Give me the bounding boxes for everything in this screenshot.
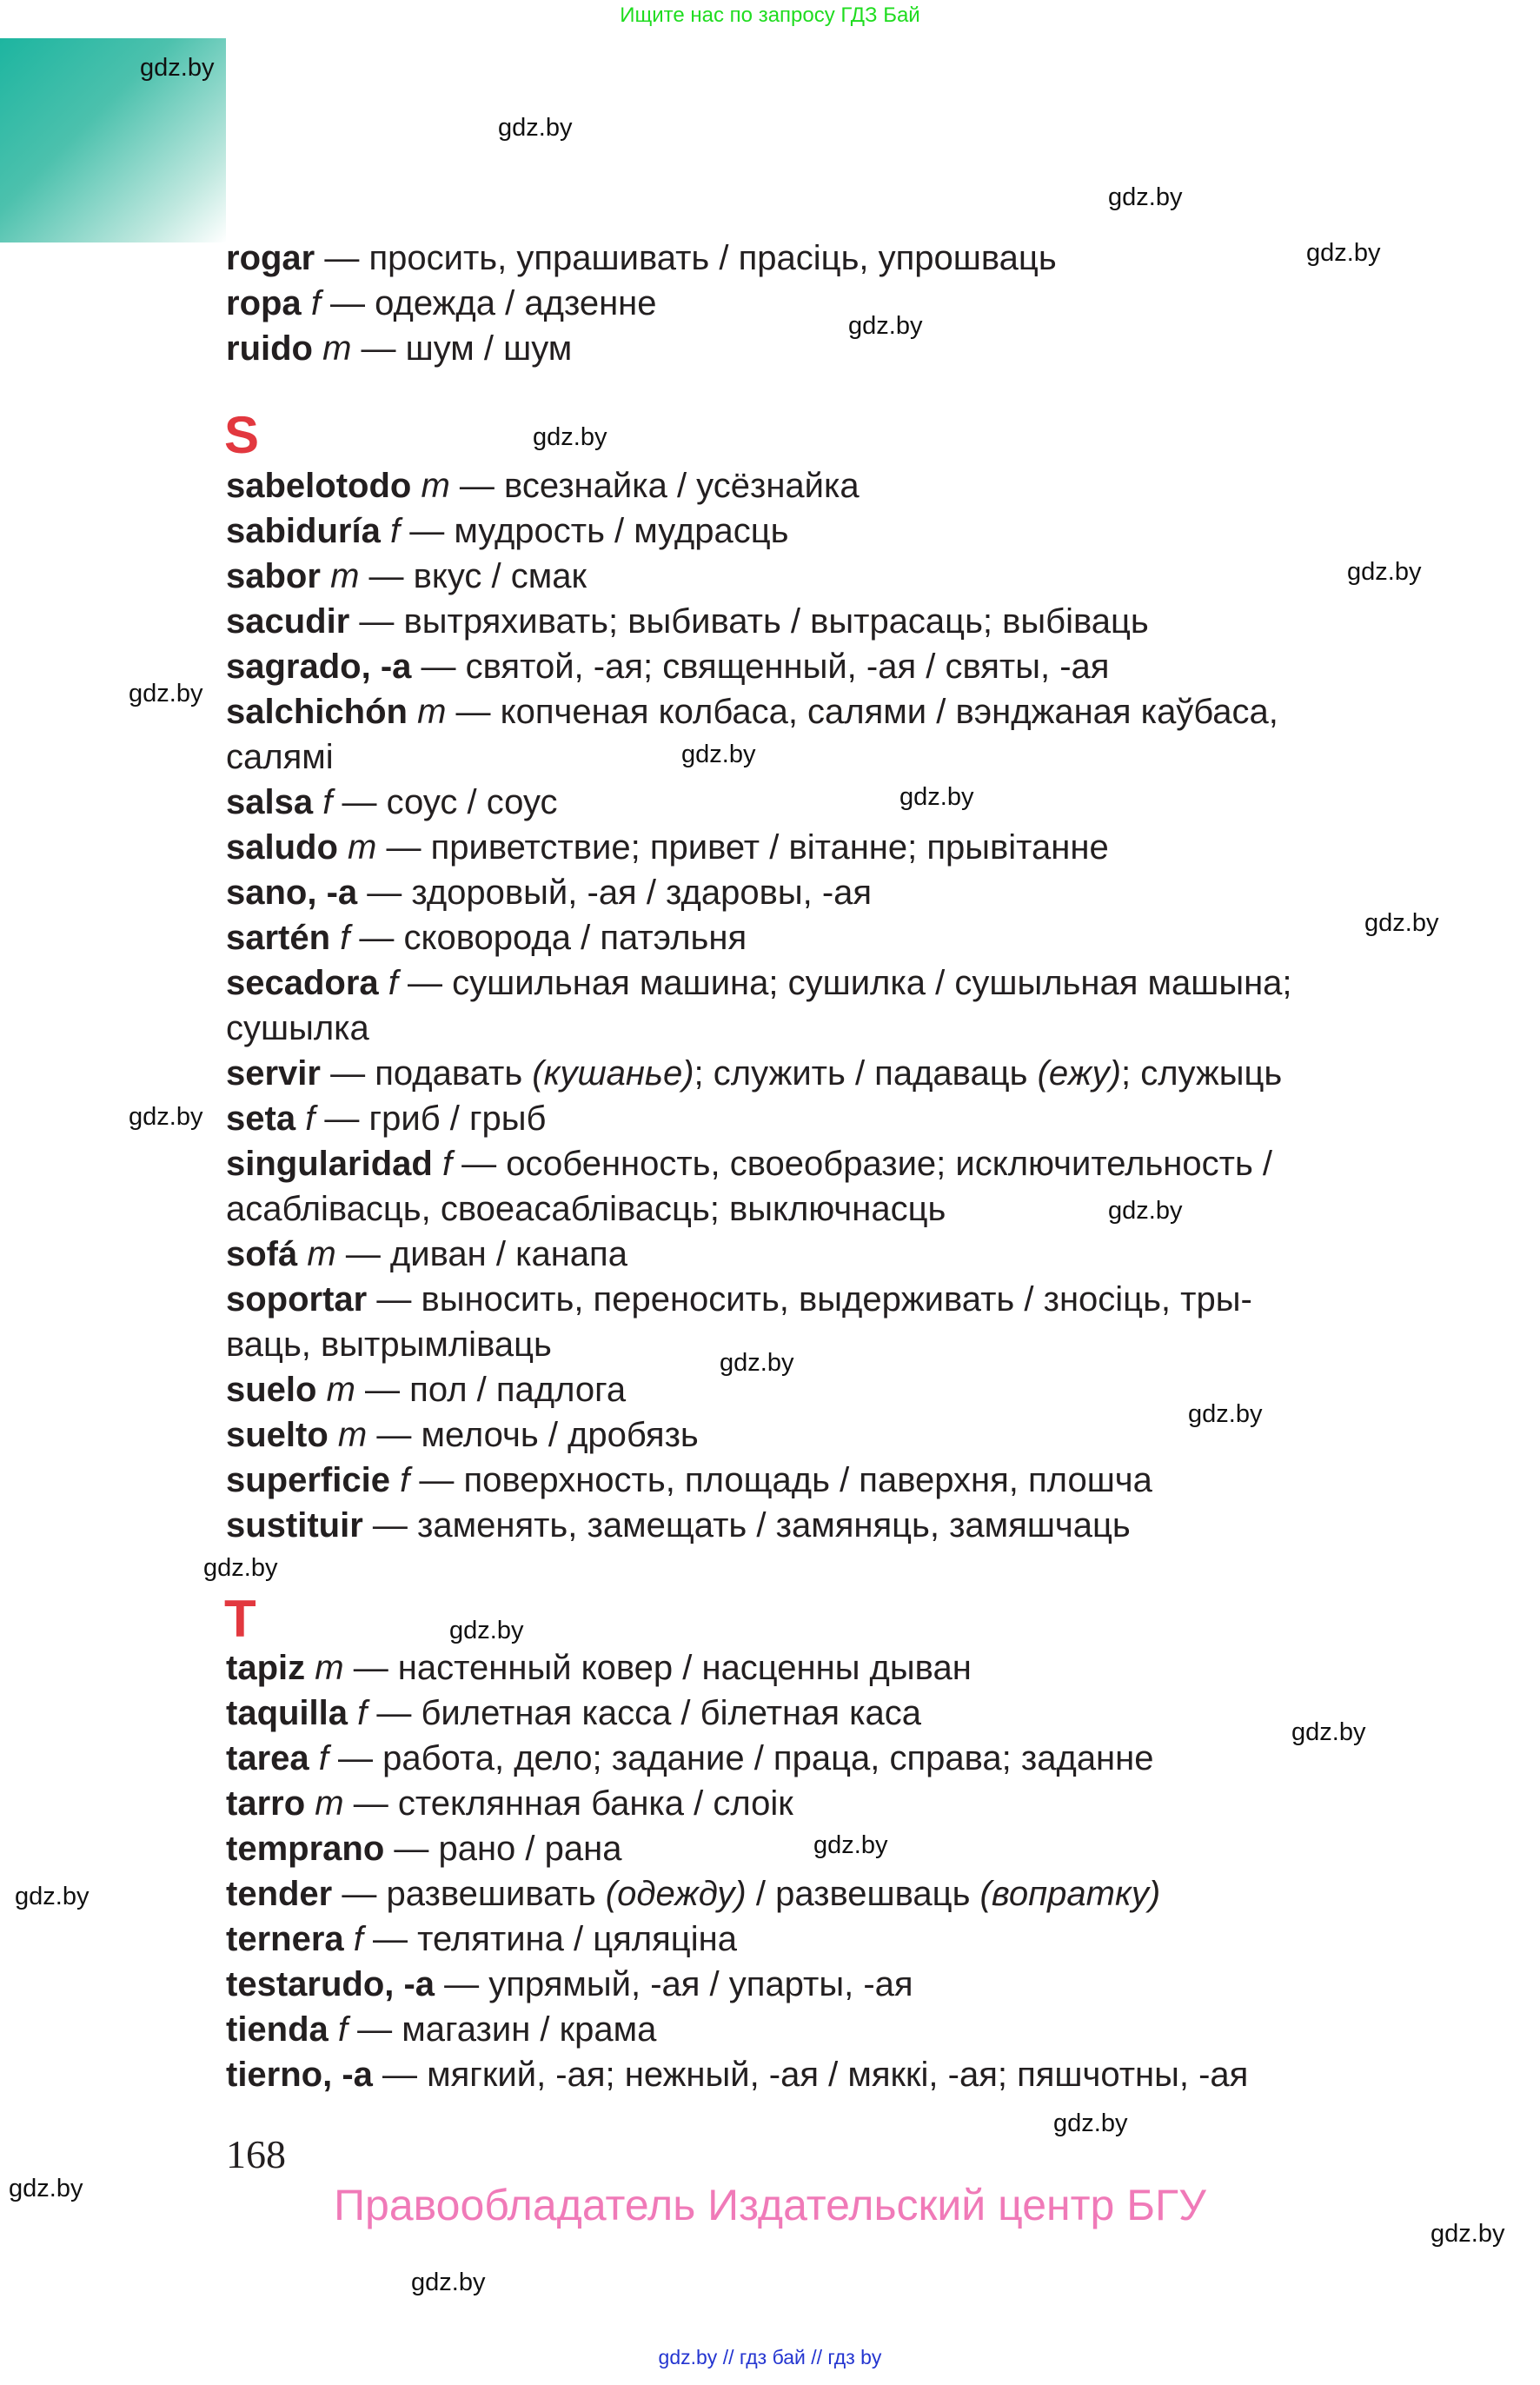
entry-headword: sabelotodo [226, 467, 412, 505]
entry-headword: tarea [226, 1739, 309, 1777]
entry-translation: — всезнайка / усёзнайка [449, 467, 860, 505]
entry-headword: sofá [226, 1235, 298, 1273]
entry-translation: — телятина / цяляціна [362, 1920, 737, 1958]
dictionary-entry [226, 1917, 1382, 1962]
entry-translation: — особенность, своеобразие; исключительность / [452, 1145, 1273, 1183]
entry-translation: — шум / шум [351, 329, 573, 368]
watermark-text: gdz.by [1291, 1718, 1366, 1746]
watermark-text: gdz.by [720, 1349, 794, 1377]
entry-translation: — святой, -ая; священный, -ая / святы, -ая [411, 648, 1110, 686]
entry-headword: sacudir [226, 602, 350, 641]
dictionary-entry [226, 1962, 1382, 2007]
entry-gender: f [337, 2010, 348, 2049]
entry-translation: — поверхность, площадь / паверхня, плошча [409, 1461, 1152, 1499]
dictionary-entry [226, 1736, 1382, 1781]
entry-gender: m [421, 467, 450, 505]
entry-translation-continued: сушылка [226, 1009, 369, 1047]
entry-headword: sustituir [226, 1506, 363, 1545]
entry-usage-note: (одежду) [605, 1875, 747, 1913]
entry-gender: f [357, 1694, 368, 1732]
entry-headword: sagrado, -a [226, 648, 412, 686]
entry-headword: servir [226, 1054, 321, 1093]
entry-translation: — развешивать [332, 1875, 606, 1913]
dictionary-entry [226, 326, 1382, 371]
entry-headword: sartén [226, 919, 331, 957]
entry-translation: — соус / соус [332, 783, 558, 821]
entry-translation: — вытряхивать; выбивать / вытрасаць; выбіваць [349, 602, 1149, 641]
entry-usage-note: (вопратку) [979, 1875, 1161, 1913]
entry-headword: testarudo, -a [226, 1965, 435, 2003]
entry-headword: superficie [226, 1461, 390, 1499]
entry-gender: m [417, 693, 447, 731]
entry-translation: — гриб / грыб [315, 1099, 547, 1138]
entry-translation: ; служить / падаваць [694, 1054, 1038, 1093]
watermark-text: gdz.by [1430, 2220, 1505, 2248]
dictionary-entry [226, 870, 1382, 915]
entry-gender: f [353, 1920, 363, 1958]
entry-translation: — мелочь / дробязь [367, 1416, 699, 1454]
entry-headword: secadora [226, 964, 379, 1002]
entry-headword: temprano [226, 1830, 385, 1868]
watermark-text: gdz.by [203, 1554, 278, 1582]
entry-headword: sabiduría [226, 512, 381, 550]
section-letter-t: T [224, 1590, 256, 1648]
watermark-text: gdz.by [1347, 558, 1422, 586]
entry-translation-continued: ваць, вытрымліваць [226, 1325, 552, 1364]
entry-headword: tapiz [226, 1649, 306, 1687]
entry-gender: f [389, 512, 401, 550]
entry-headword: ternera [226, 1920, 344, 1958]
search-hint-banner: Ищите нас по запросу ГДЗ Бай [620, 3, 920, 27]
entry-headword: singularidad [226, 1145, 433, 1183]
entry-gender: m [326, 1371, 355, 1409]
watermark-text: gdz.by [813, 1831, 888, 1859]
entry-usage-note: (кушанье) [532, 1054, 694, 1093]
dictionary-entry [226, 281, 1382, 326]
entry-headword: ruido [226, 329, 313, 368]
dictionary-entry [226, 1096, 1382, 1141]
entry-translation: — мудрость / мудрасць [400, 512, 789, 550]
dictionary-entry [226, 1051, 1382, 1096]
entry-translation: — вкус / смак [359, 557, 587, 595]
entry-headword: tienda [226, 2010, 329, 2049]
watermark-text: gdz.by [411, 2269, 486, 2296]
entry-translation: — копченая колбаса, салями / вэнджаная каўбаса, [446, 693, 1278, 731]
entry-gender: f [388, 964, 398, 1002]
dictionary-entry [226, 780, 1382, 825]
watermark-text: gdz.by [9, 2175, 83, 2202]
entry-translation: — стеклянная банка / слоік [343, 1784, 793, 1823]
section-r-entries [226, 236, 1382, 371]
entry-translation: — здоровый, -ая / здаровы, -ая [357, 874, 873, 912]
entry-translation: — настенный ковер / насценны дыван [343, 1649, 972, 1687]
entry-usage-note: (ежу) [1037, 1054, 1121, 1093]
entry-translation: — приветствие; привет / вітанне; прывітанне [376, 828, 1109, 867]
dictionary-entry [226, 236, 1382, 281]
dictionary-entry [226, 960, 1382, 1051]
entry-gender: m [322, 329, 352, 368]
entry-gender: m [307, 1235, 336, 1273]
watermark-text: gdz.by [1108, 1197, 1183, 1225]
dictionary-entry [226, 1232, 1382, 1277]
entry-gender: f [441, 1145, 453, 1183]
entry-headword: sano, -a [226, 874, 358, 912]
watermark-text: gdz.by [1306, 239, 1381, 267]
entry-translation: — одежда / адзенне [320, 284, 657, 322]
entry-translation: — упрямый, -ая / упарты, -ая [435, 1965, 913, 2003]
watermark-text: gdz.by [449, 1617, 524, 1644]
dictionary-entry [226, 1141, 1382, 1232]
entry-translation: — рано / рана [384, 1830, 622, 1868]
entry-translation: — сковорода / патэльня [349, 919, 747, 957]
watermark-text: gdz.by [681, 741, 756, 768]
entry-translation: ; служыць [1120, 1054, 1283, 1093]
watermark-text: gdz.by [129, 1103, 203, 1131]
entry-gender: m [337, 1416, 368, 1454]
entry-gender: f [318, 1739, 329, 1777]
dictionary-entry [226, 1645, 1382, 1691]
entry-headword: taquilla [226, 1694, 348, 1732]
dictionary-entry [226, 1458, 1382, 1503]
entry-translation: — мягкий, -ая; нежный, -ая / мяккі, -ая; пяшчотны, -ая [372, 2056, 1249, 2094]
entry-translation: — билетная касса / білетная каса [367, 1694, 922, 1732]
section-letter-s: S [224, 406, 260, 464]
entry-gender: m [315, 1784, 344, 1823]
entry-translation: — диван / канапа [335, 1235, 627, 1273]
entry-translation-continued: асаблівасць, своеасаблівасць; выключнасць [226, 1190, 946, 1228]
entry-translation-continued: салямі [226, 738, 334, 776]
page-number: 168 [226, 2132, 286, 2176]
dictionary-entry [226, 463, 1382, 508]
watermark-text: gdz.by [1364, 909, 1439, 937]
entry-translation: — магазин / крама [348, 2010, 657, 2049]
copyright-notice: Правообладатель Издательский центр БГУ [334, 2181, 1206, 2229]
entry-headword: soportar [226, 1280, 368, 1319]
watermark-text: gdz.by [1108, 183, 1183, 211]
dictionary-entry [226, 1781, 1382, 1826]
entry-translation: — подавать [320, 1054, 533, 1093]
watermark-text: gdz.by [15, 1883, 90, 1910]
watermark-text: gdz.by [1053, 2109, 1128, 2137]
entry-gender: f [310, 284, 321, 322]
entry-gender: f [340, 919, 350, 957]
entry-headword: sabor [226, 557, 321, 595]
dictionary-entry [226, 554, 1382, 599]
entry-translation: / развешваць [746, 1875, 980, 1913]
entry-translation: — выносить, переносить, выдерживать / зносіць, тры- [367, 1280, 1252, 1319]
footer-links[interactable]: gdz.by // гдз бай // гдз by [658, 2346, 882, 2368]
watermark-text: gdz.by [848, 312, 923, 340]
entry-headword: rogar [226, 239, 315, 277]
entry-gender: m [315, 1649, 344, 1687]
section-s-entries [226, 463, 1382, 1548]
dictionary-entry [226, 2007, 1382, 2052]
watermark-text: gdz.by [129, 680, 203, 708]
entry-headword: salchichón [226, 693, 408, 731]
entry-translation: — заменять, замещать / замяняць, замяшчаць [362, 1506, 1131, 1545]
entry-gender: m [348, 828, 377, 867]
dictionary-entry [226, 1503, 1382, 1548]
entry-headword: tierno, -a [226, 2056, 373, 2094]
entry-translation: — пол / падлога [355, 1371, 627, 1409]
entry-headword: ropa [226, 284, 302, 322]
entry-gender: f [400, 1461, 410, 1499]
watermark-text: gdz.by [498, 114, 573, 142]
dictionary-entry [226, 915, 1382, 960]
entry-headword: tender [226, 1875, 333, 1913]
watermark-text: gdz.by [140, 54, 215, 82]
entry-headword: suelto [226, 1416, 329, 1454]
entry-translation: — сушильная машина; сушилка / сушыльная машына; [397, 964, 1292, 1002]
entry-headword: salsa [226, 783, 314, 821]
entry-translation: — работа, дело; задание / праца, справа; заданне [328, 1739, 1154, 1777]
entry-gender: m [330, 557, 360, 595]
dictionary-entry [226, 1277, 1382, 1367]
dictionary-entry [226, 1826, 1382, 1871]
entry-gender: f [322, 783, 333, 821]
entry-headword: seta [226, 1099, 296, 1138]
watermark-text: gdz.by [1188, 1400, 1263, 1428]
dictionary-entry [226, 2052, 1382, 2097]
dictionary-entry [226, 1871, 1382, 1917]
dictionary-entry [226, 1691, 1382, 1736]
dictionary-entry [226, 644, 1382, 689]
entry-headword: suelo [226, 1371, 317, 1409]
entry-headword: saludo [226, 828, 338, 867]
dictionary-entry [226, 825, 1382, 870]
dictionary-entry [226, 599, 1382, 644]
entry-gender: f [305, 1099, 315, 1138]
section-t-entries [226, 1645, 1382, 2097]
watermark-text: gdz.by [899, 783, 974, 811]
watermark-text: gdz.by [533, 423, 607, 451]
entry-translation: — просить, упрашивать / прасіць, упрошваць [315, 239, 1057, 277]
entry-headword: tarro [226, 1784, 306, 1823]
dictionary-entry [226, 689, 1382, 780]
dictionary-entry [226, 508, 1382, 554]
